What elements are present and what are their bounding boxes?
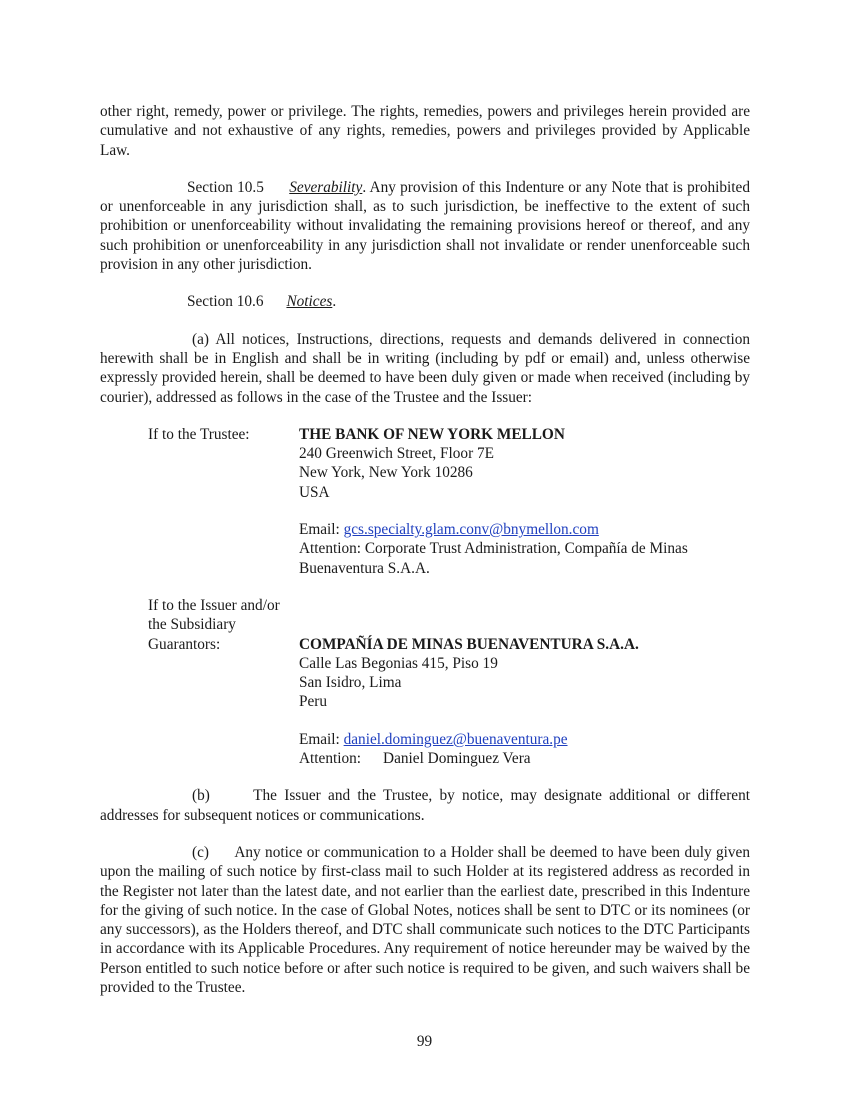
paragraph-b: (b) The Issuer and the Trustee, by notice, may designate additional or different addresses for subsequent notices or communications. bbox=[100, 787, 754, 824]
section-10-5-number: Section 10.5 bbox=[187, 178, 264, 196]
section-10-5-text: . Any provision of this Indenture or any Note that is prohibited or unenforceable in any jurisdiction shall, as to such jurisdiction, be ineffective to the extent of such prohibition or unenforceability without invalidating the remaining provisions hereof or thereof, and any such prohibition or unenforceability in any jurisdiction shall not invalidate or render unenforceable such provision in any other jurisdiction. bbox=[100, 178, 750, 274]
trustee-address-line: 240 Greenwich Street, Floor 7E bbox=[299, 445, 494, 463]
issuer-address-line: Calle Las Begonias 415, Piso 19 bbox=[299, 654, 498, 672]
trustee-address-line: New York, New York 10286 bbox=[299, 464, 473, 482]
issuer-email-link[interactable]: daniel.dominguez@buenaventura.pe bbox=[343, 730, 568, 748]
paragraph-c: (c) Any notice or communication to a Holder shall be deemed to have been duly given upon the mailing of such notice by first-class mail to such Holder at its registered address as recorded in the Register not later than the latest date, and not earlier than the earliest date, prescribed in this Indenture for the giving of such notice. In the case of Global Notes, notices shall be sent to DTC or its nominees (or any successors), as the Holders thereof, and DTC shall communicate such notices to the DTC Participants in accordance with its Applicable Procedures. Any requirement of notice hereunder may be waived by the Person entitled to such notice before or after such notice is required to be given, and such waivers shall be provided to the Trustee. bbox=[100, 843, 754, 996]
issuer-label bbox=[148, 596, 298, 654]
page-number: 99 bbox=[416, 1033, 433, 1050]
issuer-address-block bbox=[100, 596, 750, 768]
issuer-address-line: Peru bbox=[299, 693, 328, 711]
trustee-name: THE BANK OF NEW YORK MELLON bbox=[299, 425, 565, 443]
intro-paragraph: other right, remedy, power or privilege. The rights, remedies, powers and privileges herein provided are cumulative and not exhaustive of any rights, remedies, powers and privileges provided by Applicable Law. bbox=[100, 103, 750, 159]
issuer-attention-name: Daniel Dominguez Vera bbox=[383, 750, 531, 768]
paragraph-a: (a) All notices, Instructions, directions, requests and demands delivered in connection herewith shall be in English and shall be in writing (including by pdf or email) and, unless otherwise expressly provided herein, shall be deemed to have been duly given or made when received (including by courier), addressed as follows in the case of the Trustee and the Issuer: bbox=[100, 330, 750, 406]
trustee-email-label: Email: bbox=[299, 521, 344, 539]
section-10-6-heading bbox=[100, 292, 750, 311]
section-10-5-title: Severability bbox=[289, 178, 363, 196]
issuer-address-line: San Isidro, Lima bbox=[299, 674, 402, 692]
section-10-6-title-suffix: . bbox=[332, 293, 337, 311]
trustee-label: If to the Trustee: bbox=[148, 425, 250, 443]
section-10-6-number: Section 10.6 bbox=[187, 293, 264, 311]
issuer-name: COMPAÑÍA DE MINAS BUENAVENTURA S.A.A. bbox=[299, 635, 639, 653]
issuer-attention-label: Attention: bbox=[299, 750, 362, 768]
issuer-attention bbox=[299, 749, 750, 768]
section-10-6-title: Notices bbox=[286, 293, 333, 311]
issuer-label-line: the Subsidiary bbox=[148, 616, 236, 634]
issuer-email-line bbox=[299, 730, 750, 749]
issuer-email-label: Email: bbox=[299, 730, 344, 748]
issuer-address bbox=[299, 596, 750, 768]
trustee-address-line: USA bbox=[299, 483, 330, 501]
trustee-email-link[interactable]: gcs.specialty.glam.conv@bnymellon.com bbox=[343, 521, 599, 539]
trustee-address bbox=[299, 425, 750, 578]
section-10-5 bbox=[100, 178, 750, 274]
document-page bbox=[100, 102, 754, 997]
trustee-address-block bbox=[100, 425, 750, 578]
trustee-email-line bbox=[299, 520, 750, 539]
trustee-attention: Attention: Corporate Trust Administration, Compañía de Minas Buenaventura S.A.A. bbox=[299, 540, 688, 577]
issuer-label-line: If to the Issuer and/or bbox=[148, 596, 280, 614]
issuer-label-line: Guarantors: bbox=[148, 635, 221, 653]
